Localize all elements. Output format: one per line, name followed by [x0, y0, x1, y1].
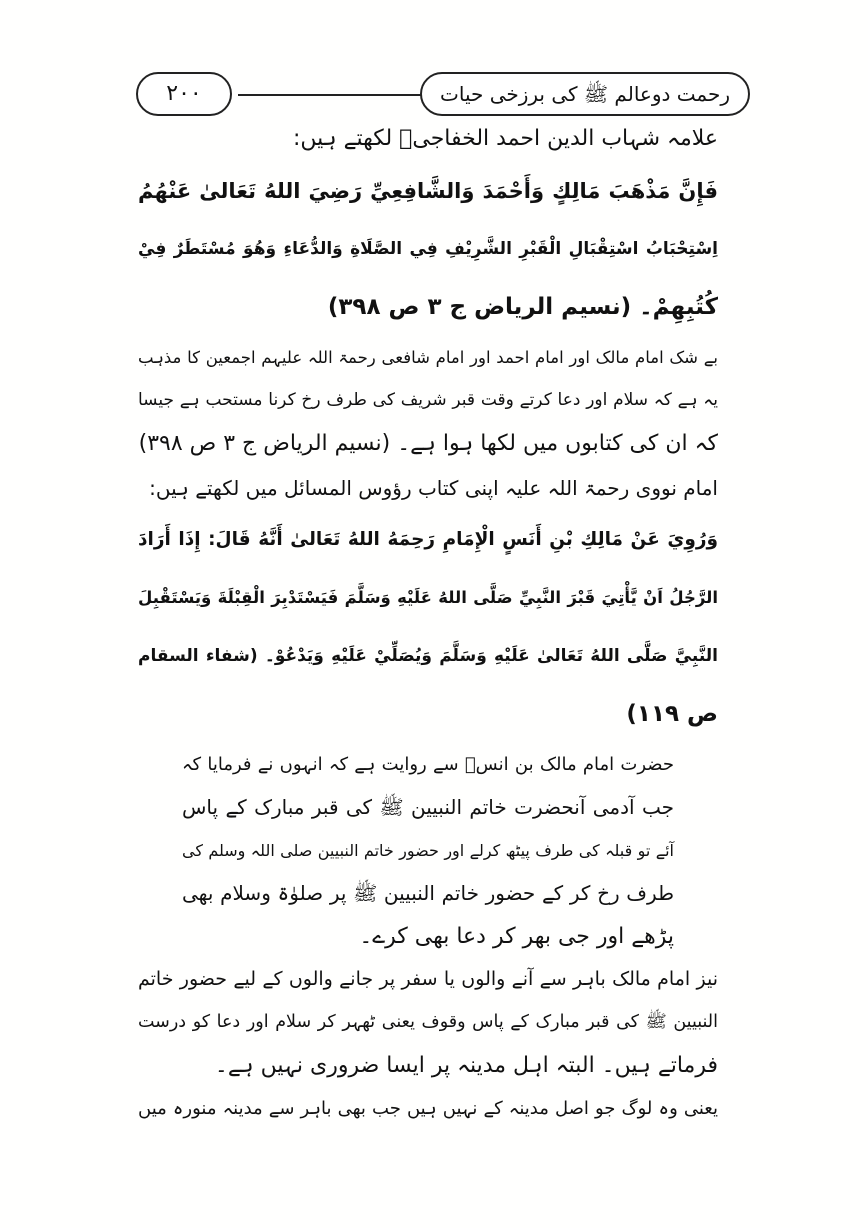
translation-quote-line: حضرت امام مالک بن انسؒ سے روایت ہے کہ انہوں نے فرمایا کہ	[182, 754, 674, 775]
paragraph-line: نیز امام مالک باہر سے آنے والوں یا سفر پر جانے والوں کے لیے حضور خاتم	[138, 968, 718, 990]
translation-quote-line: طرف رخ کر کے حضور خاتم النبیین ﷺ پر صلوٰۃ وسلام بھی	[182, 881, 674, 905]
arabic-quote-line: الرَّجُلُ اَنْ يَّأْتِيَ قَبْرَ النَّبِيِّ صَلَّى اللهُ عَلَيْهِ وَسَلَّمَ فَيَسْتَدْبِرَ الْقِبْلَةَ وَيَسْتَقْبِلَ	[138, 588, 718, 607]
paragraph-line: النبیین ﷺ کی قبر مبارک کے پاس وقوف یعنی ٹھہر کر سلام اور دعا کو درست	[138, 1012, 718, 1032]
translation-line: یہ ہے کہ سلام اور دعا کرتے وقت قبر شریف کی طرف رخ کرنا مستحب ہے جیسا	[138, 390, 718, 410]
arabic-quote-line: فَإِنَّ مَذْهَبَ مَالِكٍ وَأَحْمَدَ وَالشَّافِعِيِّ رَضِيَ اللهُ تَعَالىٰ عَنْهُمُ	[138, 179, 718, 203]
page-header	[128, 66, 750, 110]
arabic-quote-line: اِسْتِحْبَابُ اسْتِقْبَالِ الْقَبْرِ الشَّرِيْفِ فِي الصَّلَاةِ وَالدُّعَاءِ وَهُوَ مُسْتَطَرٌ فِيْ	[138, 239, 718, 259]
intro-line: امام نووی رحمۃ اللہ علیہ اپنی کتاب رؤوس المسائل میں لکھتے ہیں:	[149, 476, 718, 500]
arabic-quote-line: ص ۱۱۹)	[626, 701, 718, 727]
arabic-quote-line: كُتُبِهِمْ۔ (نسیم الریاض ج ۳ ص ۳۹۸)	[327, 294, 718, 320]
arabic-quote-line: وَرُوِيَ عَنْ مَالِكِ بْنِ أَنَسٍ الْإِمَامِ رَحِمَهُ اللهُ تَعَالىٰ أَنَّهُ قَالَ: إِذَا أَرَادَ	[138, 529, 718, 550]
paragraph-line: یعنی وہ لوگ جو اصل مدینہ کے نہیں ہیں جب بھی باہر سے مدینہ منورہ میں	[138, 1098, 718, 1119]
page-number: ۲۰۰	[136, 72, 232, 116]
translation-line: کہ ان کی کتابوں میں لکھا ہوا ہے۔ (نسیم الریاض ج ۳ ص ۳۹۸)	[138, 431, 718, 456]
translation-line: بے شک امام مالک اور امام احمد اور امام شافعی رحمۃ اللہ علیہم اجمعین کا مذہب	[138, 348, 718, 367]
intro-line: علامہ شہاب الدین احمد الخفاجیؒ لکھتے ہیں:	[292, 126, 718, 151]
running-title: رحمت دوعالم ﷺ کی برزخی حیات	[420, 72, 750, 116]
translation-quote-line: جب آدمی آنحضرت خاتم النبیین ﷺ کی قبر مبارک کے پاس	[182, 795, 674, 819]
translation-quote-line: پڑھے اور جی بھر کر دعا بھی کرے۔	[359, 924, 674, 949]
page-body	[138, 116, 718, 1130]
arabic-quote-line: النَّبِيَّ صَلَّى اللهُ تَعَالىٰ عَلَيْهِ وَسَلَّمَ وَيُصَلِّيْ عَلَيْهِ وَيَدْعُوْ۔ (شفاء السقام	[138, 646, 718, 666]
paragraph-line: فرماتے ہیں۔ البتہ اہل مدینہ پر ایسا ضروری نہیں ہے۔	[214, 1053, 718, 1078]
translation-quote-line: آئے تو قبلہ کی طرف پیٹھ کرلے اور حضور خاتم النبیین صلی اللہ وسلم کی	[182, 841, 674, 860]
